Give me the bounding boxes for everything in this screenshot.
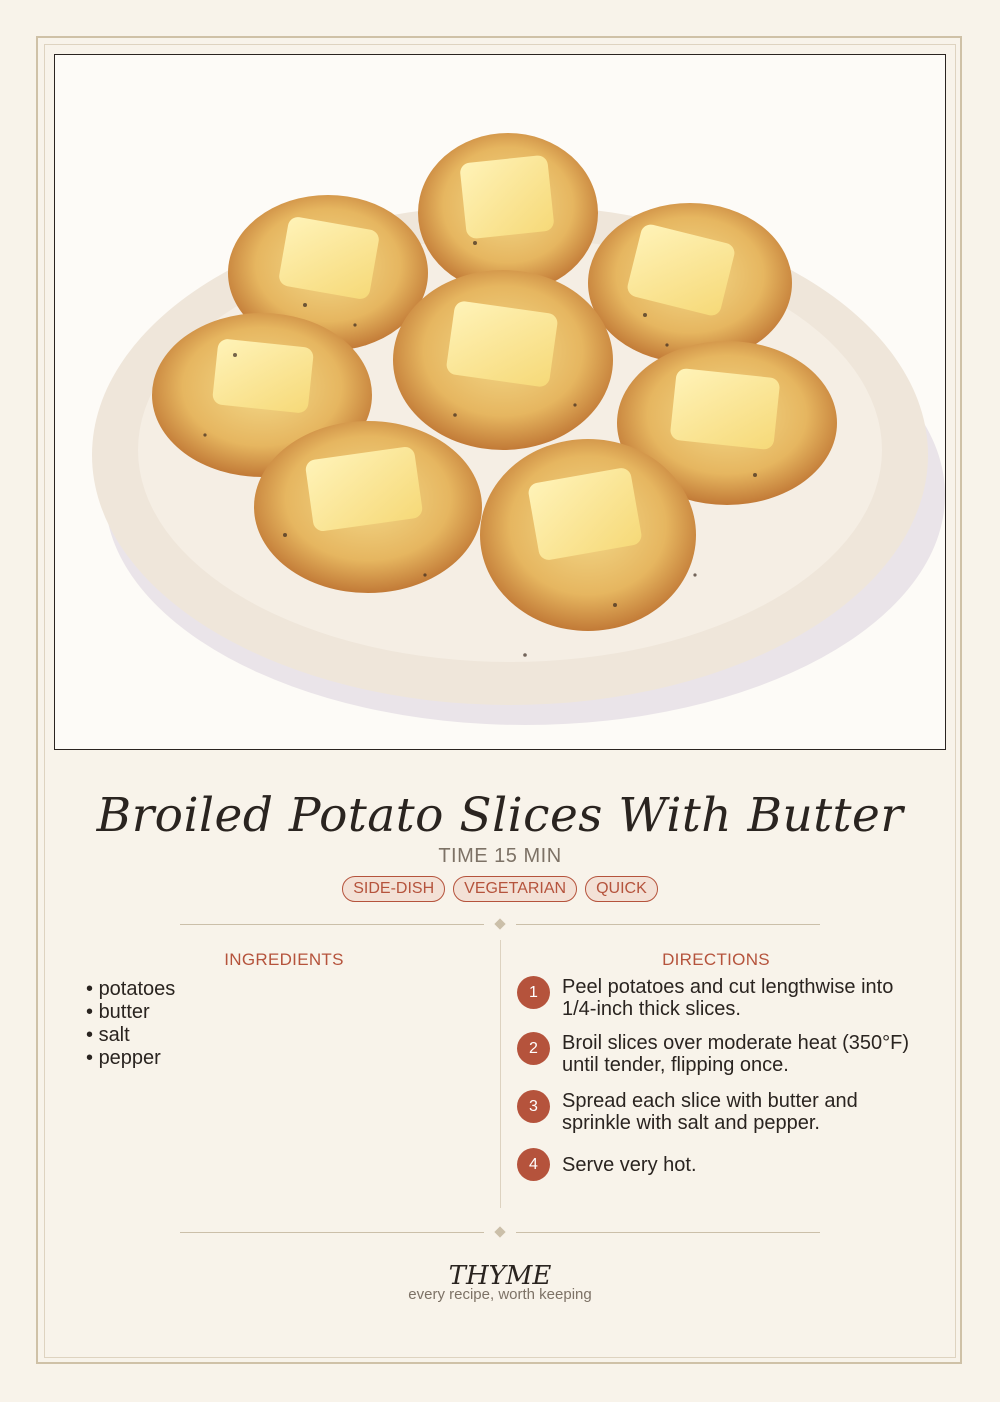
tag-vegetarian[interactable]: VEGETARIAN <box>453 876 577 902</box>
ingredient-item: • butter <box>86 1001 175 1024</box>
step-number-badge: 4 <box>517 1148 550 1181</box>
direction-step <box>517 1032 917 1076</box>
ingredients-heading: INGREDIENTS <box>224 950 344 969</box>
diamond-ornament-icon <box>494 1226 505 1237</box>
column-separator <box>500 940 501 1208</box>
step-text: Broil slices over moderate heat (350°F) until tender, flipping once. <box>562 1032 910 1076</box>
step-text: Spread each slice with butter and sprinkle with salt and pepper. <box>562 1090 858 1134</box>
step-number-badge: 3 <box>517 1090 550 1123</box>
step-text: Peel potatoes and cut lengthwise into 1/4-inch thick slices. <box>562 976 894 1020</box>
ingredient-item: • potatoes <box>86 978 175 1001</box>
tag-side-dish[interactable]: SIDE-DISH <box>342 876 445 902</box>
ingredient-item: • pepper <box>86 1047 175 1070</box>
ingredient-item: • salt <box>86 1024 175 1047</box>
divider-bottom <box>180 1227 820 1239</box>
step-text: Serve very hot. <box>562 1154 697 1176</box>
directions-list <box>517 976 917 1176</box>
directions-heading: DIRECTIONS <box>662 950 770 969</box>
cook-time: TIME 15 MIN <box>438 845 562 867</box>
diamond-ornament-icon <box>494 918 505 929</box>
divider-top <box>180 919 820 931</box>
direction-step <box>517 976 917 1020</box>
recipe-title: Broiled Potato Slices With Butter <box>96 788 904 843</box>
step-number-badge: 1 <box>517 976 550 1009</box>
tag-quick[interactable]: QUICK <box>585 876 658 902</box>
brand-name: THYME <box>448 1261 552 1291</box>
recipe-photo <box>54 54 946 750</box>
step-number-badge: 2 <box>517 1032 550 1065</box>
direction-step <box>517 1148 917 1176</box>
direction-step <box>517 1090 917 1134</box>
ingredients-list <box>86 978 175 1070</box>
tag-list <box>0 876 1000 902</box>
brand-tagline: every recipe, worth keeping <box>408 1286 592 1303</box>
